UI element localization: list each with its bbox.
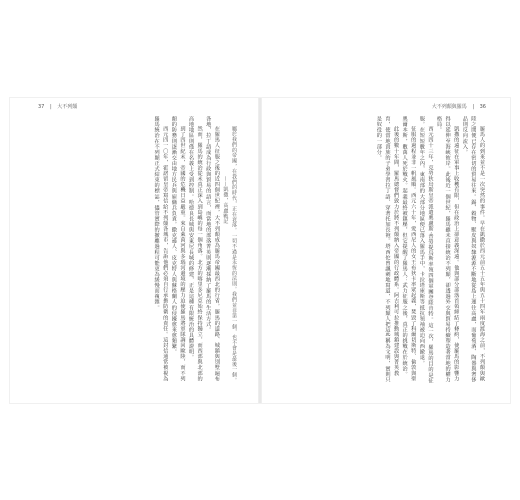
paragraph: 此後的數十年間，羅馬總督們致力於將不列顛納入帝國的行政體系。阿古利可拉推動城鎮建設與菁英教育，使當地貴族的子弟學習拉丁語、穿著托加長袍。塔西佗曾諷刺地寫道，不列顛人把這些稱為文明，實則只是奴役的一部分。 [375,116,400,383]
running-head-divider: | [49,104,52,110]
right-page [260,98,510,403]
left-running-title: 大不列顛 [57,104,78,110]
left-running-head [36,104,79,110]
paragraph: 西元四十三年，克勞狄烏斯皇帝派遣奧盧斯·普勞提烏斯率領四個軍團登陸肯特。這一次，羅馬的目的是征服。在短短數年之內，東南部的大部分地區便已落入羅馬手中，卡拉塔庫斯等抵抗領袖被迫向西撤退。 [418,116,434,384]
right-running-head [430,104,488,110]
book-spread [10,98,510,403]
paragraph: 羅馬人的到來並不是一次突然的事件。早在凱撒於西元前五十五年與五十四年兩度渡海之前，不列顛與歐陸之間便已存在密切的貿易往來。錫、穀物、獸皮與奴隸源源不斷地從島上運往高盧，而葡萄酒、陶器與奢侈品則反向流入。 [461,116,485,383]
paragraph: 到了四世紀末，帝國的危機日益嚴重。來自萊茵河與多瑙河邊境的壓力迫使羅馬將軍隊調回歐陸，而不列顛的防務則逐漸交由地方民兵與雇傭兵負責。撒克遜人、皮克特人與蘇格蘭人的侵擾愈來愈頻繁。 [170,116,186,382]
epigraph-citation: ——凱撒，高盧戰記 [222,176,229,225]
right-text-block [280,116,486,386]
left-text-block [38,116,238,386]
paragraph: 西元四一〇年，霍諾留皇帝寫信給不列顛各城市，告訴他們必須自行承擔防衛的責任。這封信通常被視為羅馬統治在不列顛正式結束的標誌，儘管實際的撤離過程可能更為緩慢而複雜。 [153,116,169,382]
paragraph: 在羅馬人征服之後的近四個世紀裡，大不列顛成為羅馬帝國最西北的行省。羅馬的道路、城鎮與別墅遍布各地，拉丁語成為行政與貿易的語言，而當地的部落菁英則逐漸採納了羅馬的生活方式。 [205,116,220,382]
running-head-divider: | [472,104,475,110]
paragraph: 凱撒的遠征在軍事上收穫有限，但在政治上卻意義深遠。他與部分部落首領締結了條約，使羅馬的影響力得以延伸至海峽彼岸。此後近一個世紀，羅馬雖未直接統治不列顛，卻透過外交與貿易持續塑造著當地的權力格局。 [436,116,460,383]
left-page-number: 37 [38,104,45,110]
right-running-title: 大不列顛與羅馬 [431,104,467,110]
epigraph-quote: 屬於我們的帝國，在我們的時代，正在衰落。一切不過是永恆的法則。我們並非第一個，也不會是最後一個。 [231,126,237,383]
paragraph: 征服的過程並非一帆風順。西元六十年，愛西尼人的女王布狄卡率眾起義，焚毀了科爾切斯特、倫敦與聖奧爾本斯，數萬人死於戰火。起義最終被鎮壓，但它提醒了羅馬人：武力征服之後，真正的挑戰在於統治。 [401,116,417,382]
paragraph: 然而，羅馬的統治從未真正深入到島嶼的每一個角落。北方的喀里多尼亞始終保持獨立，而西部與北部的高地地區則僅在名義上受到控制。哈德良長城與安東尼長城的修建，正是這種有限統治的具體證明。 [188,116,203,382]
right-page-number: 36 [479,104,486,110]
left-page [10,98,260,403]
